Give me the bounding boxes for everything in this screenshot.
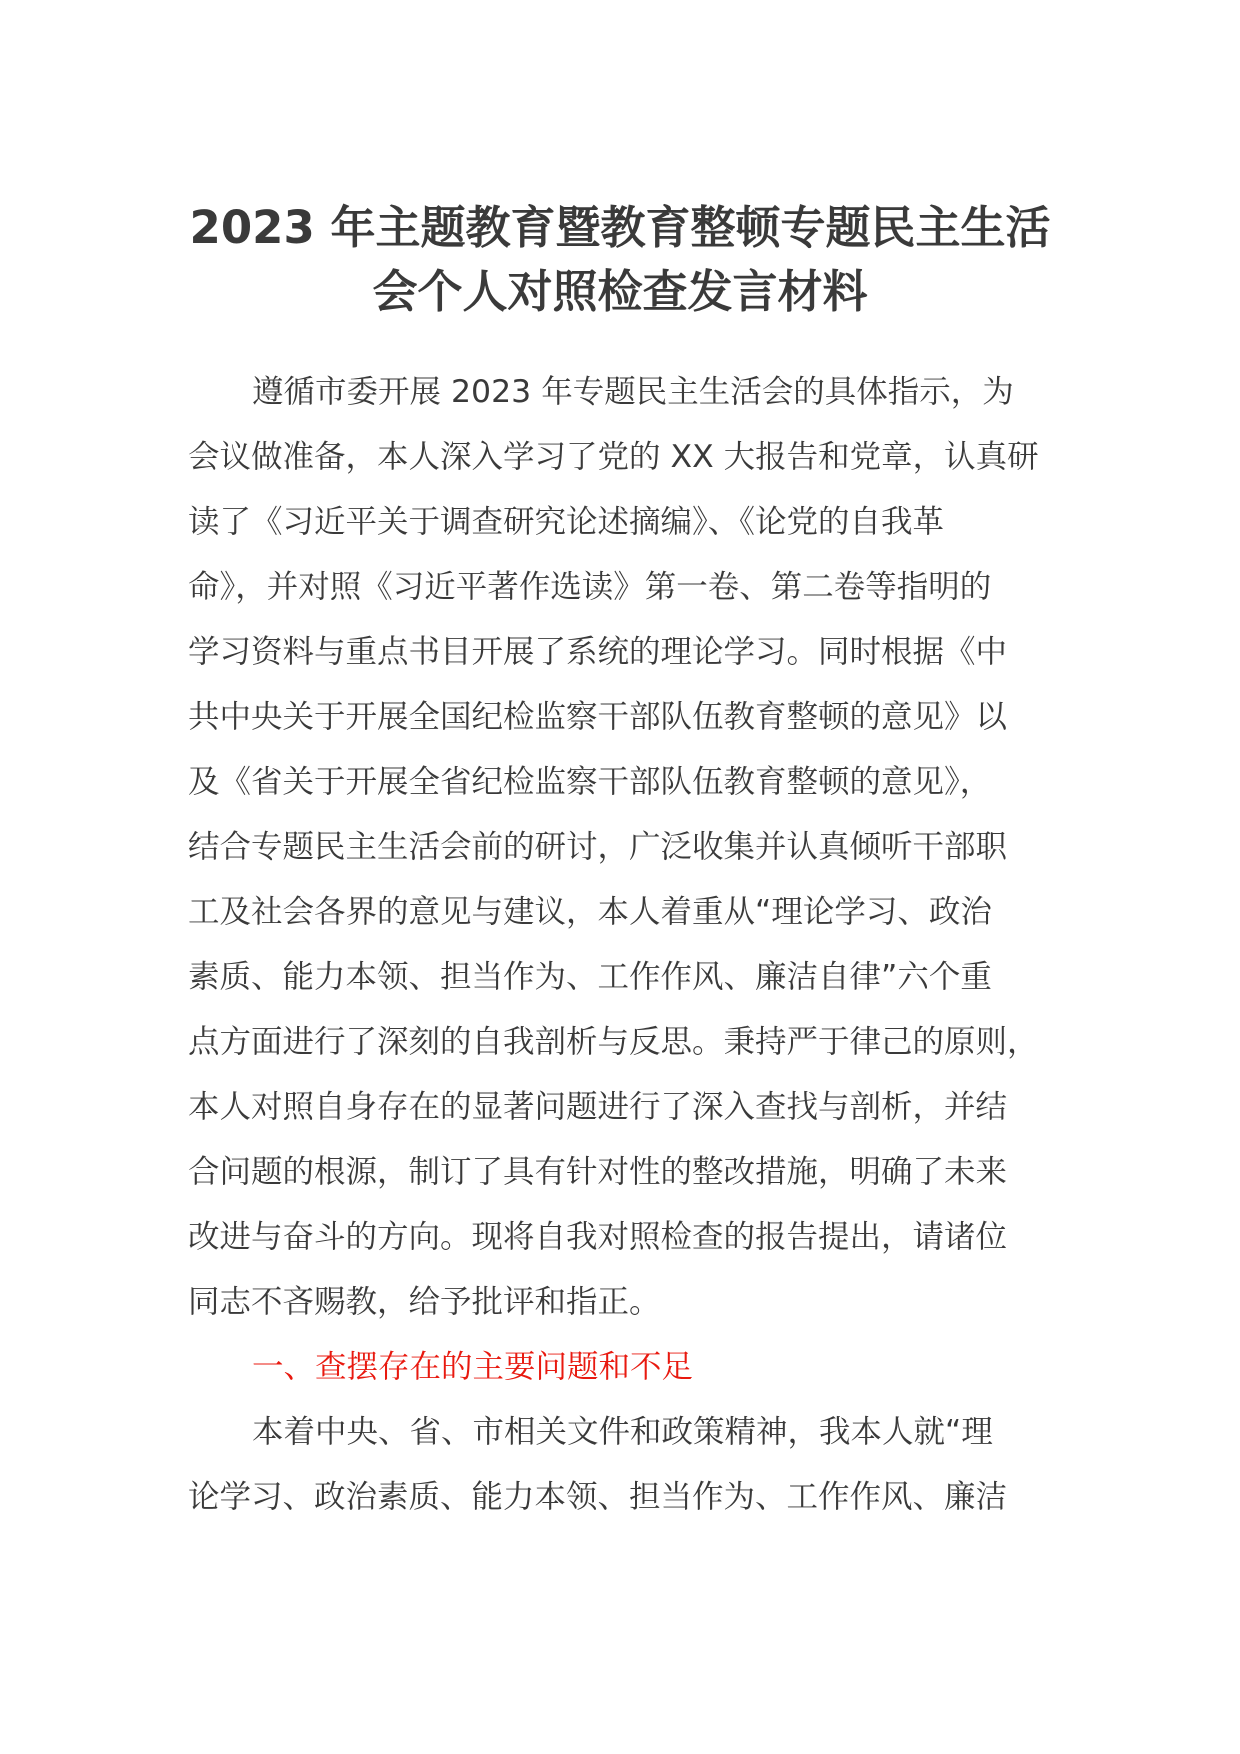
section-heading xyxy=(188,1335,1060,1400)
paragraph-line: 读了《习近平关于调查研究论述摘编》、《论党的自我革 xyxy=(188,504,945,540)
paragraph-line: 素质、能力本领、担当作为、工作作风、廉洁自律”六个重 xyxy=(188,959,992,995)
paragraph-line: 本着中央、省、市相关文件和政策精神，我本人就“理 xyxy=(252,1414,993,1450)
section-heading-text: 一、查摆存在的主要问题和不足 xyxy=(252,1349,694,1385)
paragraph-line: 点方面进行了深刻的自我剖析与反思。秉持严于律己的原则， xyxy=(188,1024,1039,1060)
paragraph-line: 本人对照自身存在的显著问题进行了深入查找与剖析，并结 xyxy=(188,1089,1008,1125)
paragraph-line: 学习资料与重点书目开展了系统的理论学习。同时根据《中 xyxy=(188,634,1008,670)
document-title xyxy=(150,196,1090,324)
paragraph-line: 论学习、政治素质、能力本领、担当作为、工作作风、廉洁 xyxy=(188,1479,1008,1515)
title-line-2: 会个人对照检查发言材料 xyxy=(372,265,868,318)
paragraph-line: 合问题的根源，制订了具有针对性的整改措施，明确了未来 xyxy=(188,1154,1008,1190)
paragraph-line: 结合专题民主生活会前的研讨，广泛收集并认真倾听干部职 xyxy=(188,829,1008,865)
paragraph-line: 共中央关于开展全国纪检监察干部队伍教育整顿的意见》以 xyxy=(188,699,1008,735)
section-paragraph xyxy=(188,1400,1060,1530)
paragraph-line: 命》，并对照《习近平著作选读》第一卷、第二卷等指明的 xyxy=(188,569,992,605)
title-line-1: 2023 年主题教育暨教育整顿专题民主生活 xyxy=(189,201,1051,254)
paragraph-line: 工及社会各界的意见与建议，本人着重从“理论学习、政治 xyxy=(188,894,992,930)
paragraph-line: 会议做准备，本人深入学习了党的 XX 大报告和党章，认真研 xyxy=(188,439,1039,475)
paragraph-line: 改进与奋斗的方向。现将自我对照检查的报告提出，请诸位 xyxy=(188,1219,1008,1255)
intro-paragraph xyxy=(188,360,1060,1335)
paragraph-line: 遵循市委开展 2023 年专题民主生活会的具体指示，为 xyxy=(252,374,1014,410)
paragraph-line: 及《省关于开展全省纪检监察干部队伍教育整顿的意见》， xyxy=(188,764,992,800)
paragraph-line: 同志不吝赐教，给予批评和指正。 xyxy=(188,1284,661,1320)
